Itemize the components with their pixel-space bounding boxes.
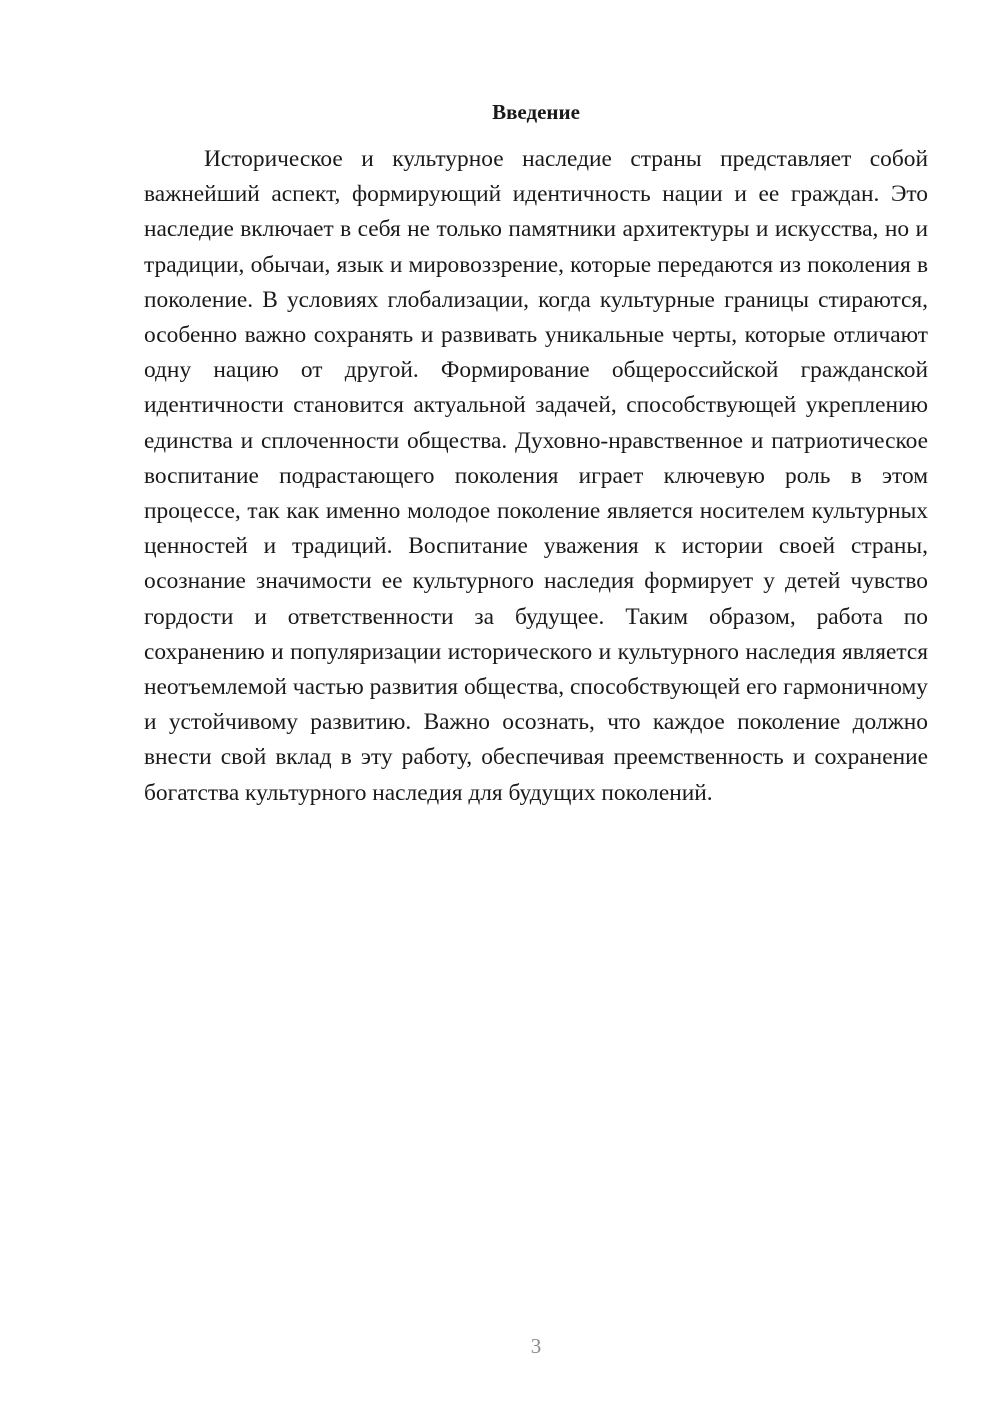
section-heading: Введение	[492, 100, 580, 124]
page-number: 3	[530, 1334, 542, 1358]
body-paragraph: Историческое и культурное наследие страны представляет собой важнейший аспект, формирующий идентичность нации и ее граждан. Это наследие включает в себя не только памятники архитектуры и искусства, но и традиции, обычаи, язык и мировоззрение, которые передаются из поколения в поколение. В условиях глобализации, когда культурные границы стираются, особенно важно сохранять и развивать уникальные черты, которые отличают одну нацию от другой. Формирование общероссийской гражданской идентичности становится актуальной задачей, способствующей укреплению единства и сплоченности общества. Духовно-нравственное и патриотическое воспитание подрастающего поколения играет ключевую роль в этом процессе, так как именно молодое поколение является носителем культурных ценностей и традиций. Воспитание уважения к истории своей страны, осознание значимости ее культурного наследия формирует у детей чувство гордости и ответственности за будущее. Таким образом, работа по сохранению и популяризации исторического и культурного наследия является неотъемлемой частью развития общества, способствующей его гармоничному и устойчивому развитию. Важно осознать, что каждое поколение должно внести свой вклад в эту работу, обеспечивая преемственность и сохранение богатства культурного наследия для будущих поколений.	[144, 146, 928, 806]
